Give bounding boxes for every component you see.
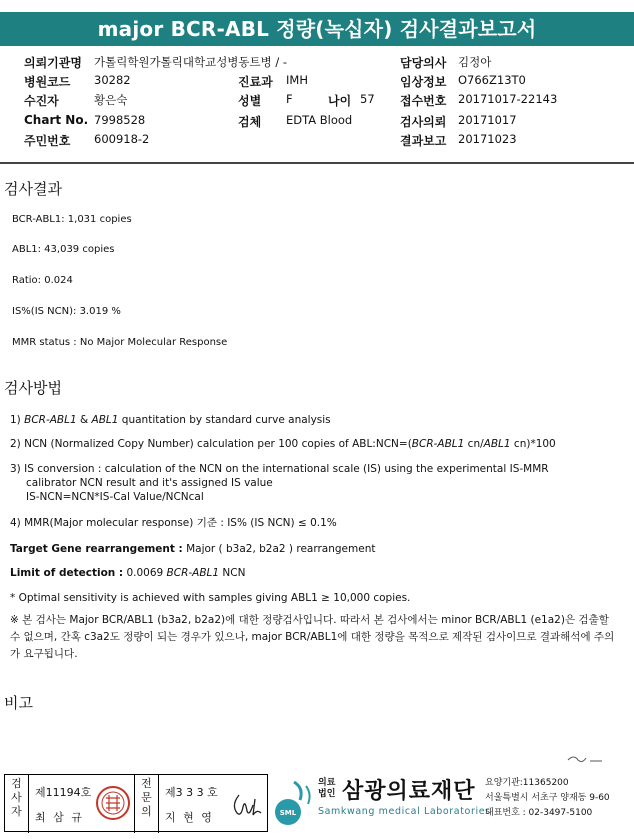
receipt-no-value: 20171017-22143: [458, 92, 558, 106]
method-item-2-mid: cn/: [464, 438, 484, 450]
target-gene-line: [10, 543, 375, 556]
remarks-heading: 비고: [4, 694, 33, 712]
result-abl1: ABL1: 43,039 copies: [12, 244, 115, 255]
signature-table: [4, 774, 268, 832]
hospital-code-label: 병원코드: [24, 75, 71, 89]
dept-label: 진료과: [238, 75, 273, 89]
chart-no-label: Chart No.: [24, 113, 89, 127]
gene-bcr-abl1: BCR-ABL1: [166, 567, 220, 579]
handwritten-signature-icon: [229, 791, 263, 819]
header-divider: [0, 162, 634, 164]
rrn-value: 600918-2: [94, 132, 150, 146]
tester-license: 제11194호: [35, 786, 92, 799]
specialist-label-cell: [135, 775, 159, 833]
method-item-2: [10, 438, 556, 451]
method-item-1: [10, 414, 331, 427]
doctor-label: 담당의사: [400, 56, 447, 70]
detection-limit-unit: NCN: [219, 567, 246, 579]
result-bcr-abl1: BCR-ABL1: 1,031 copies: [12, 214, 132, 225]
sml-logo-icon: [274, 778, 314, 830]
patient-info-block: [0, 54, 634, 164]
brand-english: Samkwang medical Laboratories: [318, 806, 491, 817]
doctor-value: 김정아: [458, 55, 492, 69]
gene-bcr-abl1: BCR-ABL1: [24, 414, 77, 426]
clinical-info-value: O766Z13T0: [458, 73, 526, 87]
tester-label: 검사자: [11, 777, 22, 818]
specialist-cell: [159, 775, 269, 833]
report-date-value: 20171023: [458, 132, 517, 146]
gene-abl1: ABL1: [483, 438, 511, 450]
tester-name: 최 삼 규: [35, 811, 84, 824]
method-item-2-suffix: cn)*100: [510, 438, 556, 450]
request-date-label: 검사의뢰: [400, 115, 447, 129]
request-date-value: 20171017: [458, 113, 517, 127]
detection-limit-label: Limit of detection :: [10, 567, 124, 579]
tester-cell: [29, 775, 135, 833]
method-item-3-line2: calibrator NCN result and it's assigned IS value: [26, 477, 273, 489]
receipt-no-label: 접수번호: [400, 94, 447, 108]
seal-stamp-icon: [95, 785, 131, 821]
org-phone: 대표번호 : 02-3497-5100: [485, 808, 593, 818]
specialist-label: 전문의: [141, 777, 152, 818]
specialist-license: 제3 3 3 호: [165, 786, 218, 799]
dept-value: IMH: [286, 73, 308, 87]
org-code: 요양기관:11365200: [485, 778, 569, 788]
org-info: [485, 776, 610, 821]
detection-limit-value: 0.0069: [123, 567, 167, 579]
org-address: 서울특별시 서초구 양재동 9-60: [485, 793, 610, 803]
result-is-percent: IS%(IS NCN): 3.019 %: [12, 306, 121, 317]
brand-name: 삼광의료재단: [342, 779, 476, 804]
method-item-2-prefix: 2) NCN (Normalized Copy Number) calculation per 100 copies of ABL:NCN=(: [10, 438, 412, 450]
gene-bcr-abl1: BCR-ABL1: [411, 438, 465, 450]
clinical-info-label: 임상정보: [400, 75, 447, 89]
brand-prefix-bottom: 법인: [318, 789, 336, 799]
method-heading: 검사방법: [4, 379, 62, 397]
result-ratio: Ratio: 0.024: [12, 275, 73, 286]
method-item-1-prefix: 1): [10, 414, 25, 426]
age-value: 57: [360, 92, 375, 106]
institution-value: 가톨릭학원가톨릭대학교성병동트병 / -: [94, 55, 288, 69]
approval-mark-icon: [566, 752, 606, 766]
method-item-3-line1: 3) IS conversion : calculation of the NCN on the international scale (IS) using the experimental IS-MMR: [10, 463, 549, 475]
report-date-label: 결과보고: [400, 134, 447, 148]
rrn-label: 주민번호: [24, 134, 71, 148]
result-mmr-status: MMR status : No Major Molecular Response: [12, 337, 228, 348]
hospital-code-value: 30282: [94, 73, 131, 87]
detection-limit-line: [10, 567, 245, 580]
target-gene-label: Target Gene rearrangement :: [10, 543, 183, 555]
method-item-3-line3: IS-NCN=NCN*IS-Cal Value/NCNcal: [26, 491, 204, 503]
sensitivity-note: * Optimal sensitivity is achieved with samples giving ABL1 ≥ 10,000 copies.: [10, 592, 411, 604]
method-item-4: 4) MMR(Major molecular response) 기준 : IS% (IS NCN) ≤ 0.1%: [10, 517, 337, 529]
age-label: 나이: [328, 94, 352, 108]
logo-text: SML: [279, 809, 297, 817]
method-item-1-amp: &: [76, 414, 92, 426]
sex-label: 성별: [238, 94, 262, 108]
footer: [0, 770, 634, 834]
specialist-name: 지 현 영: [165, 811, 214, 824]
target-gene-value: Major ( b3a2, b2a2 ) rearrangement: [182, 543, 376, 555]
report-title: major BCR-ABL 정량(녹십자) 검사결과보고서: [0, 12, 634, 46]
gene-abl1: ABL1: [91, 414, 119, 426]
specimen-label: 검체: [238, 115, 262, 129]
results-heading: 검사결과: [4, 180, 62, 198]
specimen-value: EDTA Blood: [286, 113, 353, 127]
institution-label: 의뢰기관명: [24, 56, 82, 70]
sex-value: F: [286, 92, 293, 106]
method-item-1-rest: quantitation by standard curve analysis: [118, 414, 331, 426]
brand-prefix-top: 의료: [318, 778, 336, 788]
brand-prefix: [318, 778, 335, 800]
tester-label-cell: [5, 775, 29, 833]
patient-label: 수진자: [24, 94, 59, 108]
chart-no-value: 7998528: [94, 113, 146, 127]
test-scope-note: ※ 본 검사는 Major BCR/ABL1 (b3a2, b2a2)에 대한 정량검사입니다. 따라서 본 검사에서는 minor BCR/ABL1 (e1a2)은 검출할 수 없으며, 간혹 c3a2도 정량이 되는 경우가 있으나, major BCR/ABL1에 대한 정량을 목적으로 제작된 검사이므로 결과해석에 주의가 요구됩니다.: [10, 614, 615, 660]
patient-value: 황은숙: [94, 93, 128, 107]
